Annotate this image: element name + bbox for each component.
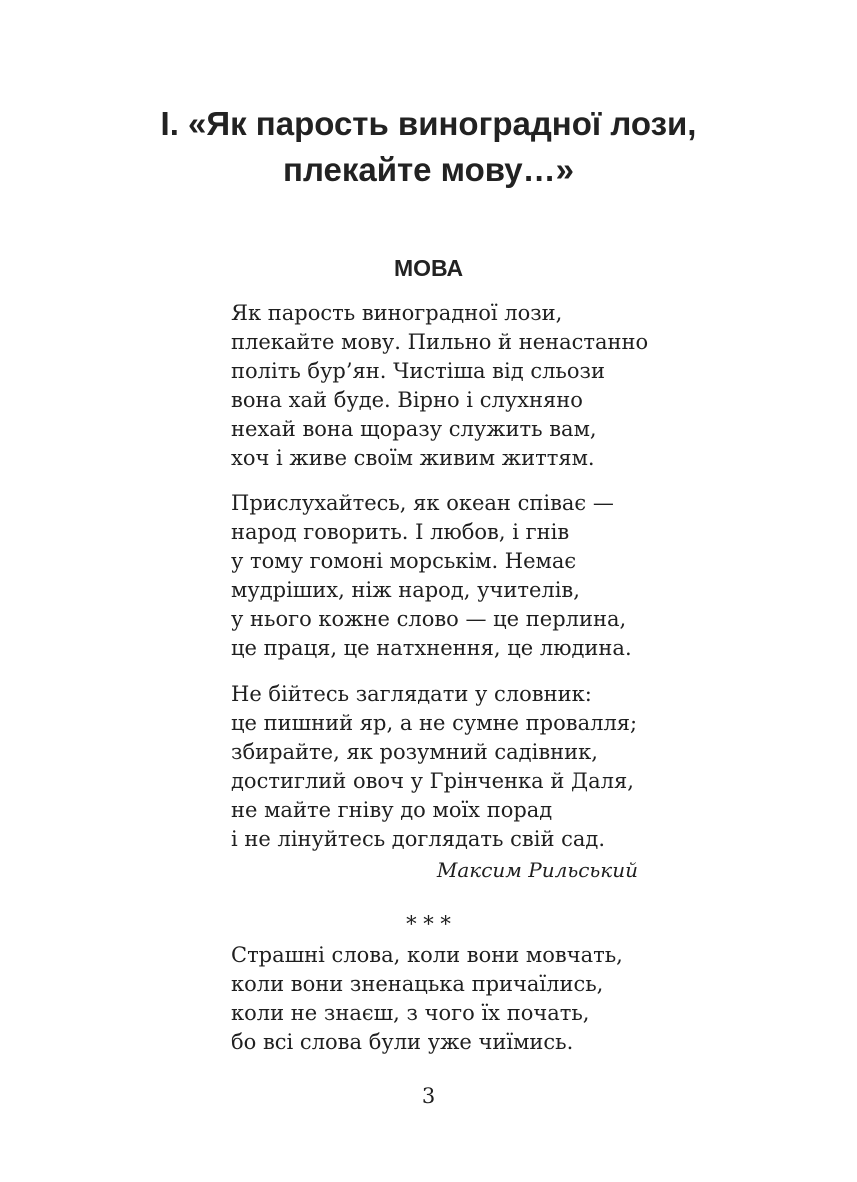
poem-title: МОВА: [393, 255, 464, 281]
chapter-title: [0, 101, 857, 193]
poem-stanza-3: [231, 680, 637, 854]
poem-stanza-2: [231, 489, 632, 663]
verse-line: мудріших, ніж народ, учителів,: [231, 578, 580, 602]
chapter-title-line-1: І. «Як парость виноградної лози,: [160, 105, 697, 142]
verse-line: політь бур’ян. Чистіша від сльози: [231, 359, 605, 383]
verse-line: це праця, це натхнення, це людина.: [231, 636, 632, 660]
poem-stanza-1: [231, 299, 648, 473]
verse-line: достиглий овоч у Грінченка й Даля,: [231, 769, 634, 793]
verse-line: і не лінуйтесь доглядать свій сад.: [231, 827, 606, 851]
verse-line: це пишний яр, а не сумне провалля;: [231, 711, 638, 735]
page-number: 3: [421, 1084, 436, 1108]
verse-line: у нього кожне слово — це перлина,: [231, 607, 627, 631]
poem-author: Максим Рильський: [436, 858, 638, 882]
chapter-title-line-2: плекайте мову…»: [283, 151, 574, 188]
verse-line: не майте гніву до моїх порад: [231, 798, 553, 822]
verse-line: плекайте мову. Пильно й ненастанно: [231, 330, 649, 354]
verse-line: вона хай буде. Вірно і слухняно: [231, 388, 583, 412]
verse-line: коли вони зненацька причаїлись,: [231, 972, 604, 996]
verse-line: Не бійтесь заглядати у словник:: [231, 682, 592, 706]
verse-line: збирайте, як розумний садівник,: [231, 740, 598, 764]
verse-line: хоч і живе своїм живим життям.: [231, 446, 595, 470]
section-asterisks: * * *: [406, 912, 451, 936]
verse-line: Страшні слова, коли вони мовчать,: [231, 943, 623, 967]
second-poem-stanza: [231, 941, 623, 1057]
verse-line: коли не знаєш, з чого їх почать,: [231, 1001, 590, 1025]
verse-line: у тому гомоні морськім. Немає: [231, 549, 577, 573]
verse-line: Прислухайтесь, як океан співає —: [231, 491, 614, 515]
verse-line: бо всі слова були уже чиїмись.: [231, 1030, 574, 1054]
verse-line: народ говорить. І любов, і гнів: [231, 520, 570, 544]
verse-line: Як парость виноградної лози,: [231, 301, 563, 325]
verse-line: нехай вона щоразу служить вам,: [231, 417, 597, 441]
